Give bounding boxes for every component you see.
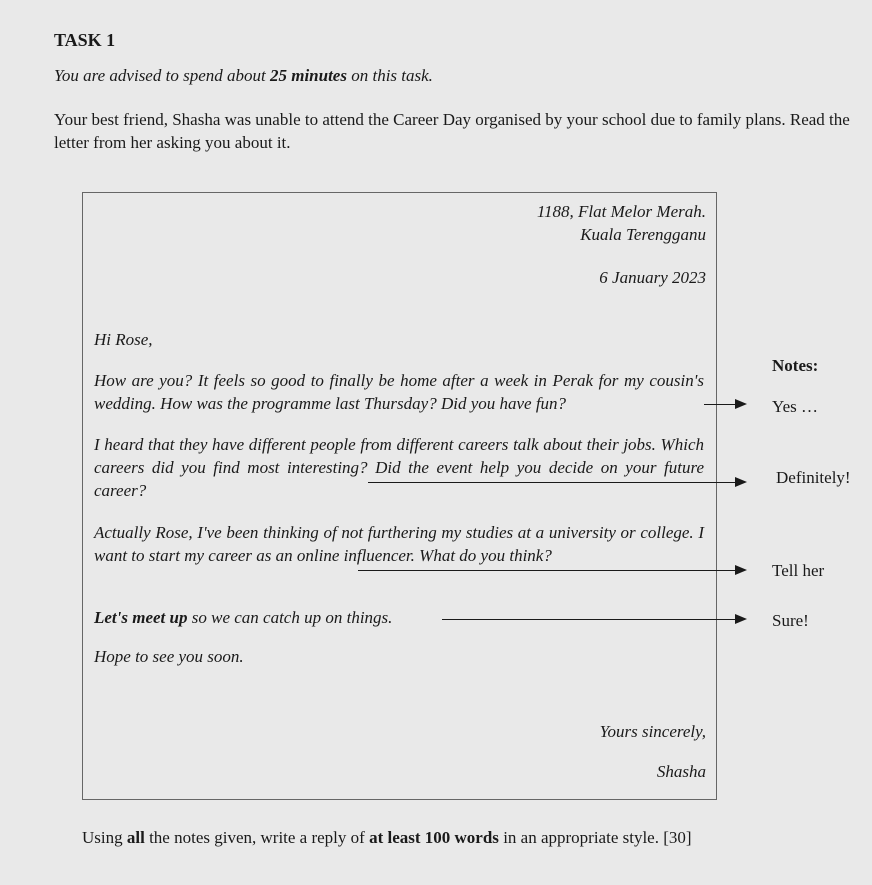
arrow-2-head-icon bbox=[735, 477, 747, 487]
advice-time: 25 minutes bbox=[269, 66, 347, 85]
letter-signature: Shasha bbox=[656, 762, 706, 781]
instruction-bold-1: all bbox=[126, 828, 145, 847]
letter-greeting: Hi Rose, bbox=[94, 330, 153, 349]
task-intro: Your best friend, Shasha was unable to attend the Career Day organised by your school due to family plans. Read the letter from her asking you about it. bbox=[54, 110, 850, 152]
arrow-4-line bbox=[442, 619, 736, 620]
arrow-3-line bbox=[358, 570, 736, 571]
letter-address-line1: 1188, Flat Melor Merah. bbox=[536, 202, 706, 221]
note-3: Tell her bbox=[772, 561, 825, 580]
arrow-2-line bbox=[368, 482, 736, 483]
note-1: Yes … bbox=[772, 397, 818, 416]
note-4: Sure! bbox=[772, 611, 809, 630]
arrow-3-head-icon bbox=[735, 565, 747, 575]
letter-paragraph-4 bbox=[94, 608, 392, 628]
letter-paragraph-5: Hope to see you soon. bbox=[94, 647, 244, 666]
letter-address-line2: Kuala Terengganu bbox=[580, 225, 706, 244]
writing-instruction bbox=[82, 828, 692, 848]
letter-closing: Yours sincerely, bbox=[599, 722, 706, 741]
instruction-post: in an appropriate style. [30] bbox=[498, 828, 692, 847]
letter-p4-bold: Let's meet up bbox=[94, 608, 188, 627]
time-advice bbox=[54, 66, 433, 86]
instruction-mid: the notes given, write a reply of bbox=[144, 828, 370, 847]
task-title: TASK 1 bbox=[54, 30, 116, 50]
letter-p4-rest: so we can catch up on things. bbox=[187, 608, 393, 627]
letter-paragraph-3: Actually Rose, I've been thinking of not furthering my studies at a university or college. I want to start my career as an online influencer. What do you think? bbox=[94, 523, 704, 565]
arrow-1-head-icon bbox=[735, 399, 747, 409]
letter-paragraph-2: I heard that they have different people from different careers talk about their jobs. Which careers did you find most interesting? Did the event help you decide on your future career? bbox=[94, 435, 704, 500]
letter-date: 6 January 2023 bbox=[599, 268, 706, 287]
instruction-bold-2: at least 100 words bbox=[369, 828, 499, 847]
arrow-1-line bbox=[704, 404, 736, 405]
instruction-pre: Using bbox=[82, 828, 127, 847]
arrow-4-head-icon bbox=[735, 614, 747, 624]
advice-pre: You are advised to spend about bbox=[54, 66, 270, 85]
notes-title: Notes: bbox=[772, 356, 819, 375]
letter-paragraph-1: How are you? It feels so good to finally be home after a week in Perak for my cousin's wedding. How was the programme last Thursday? Did you have fun? bbox=[94, 371, 704, 413]
advice-post: on this task. bbox=[346, 66, 433, 85]
note-2: Definitely! bbox=[776, 468, 851, 487]
